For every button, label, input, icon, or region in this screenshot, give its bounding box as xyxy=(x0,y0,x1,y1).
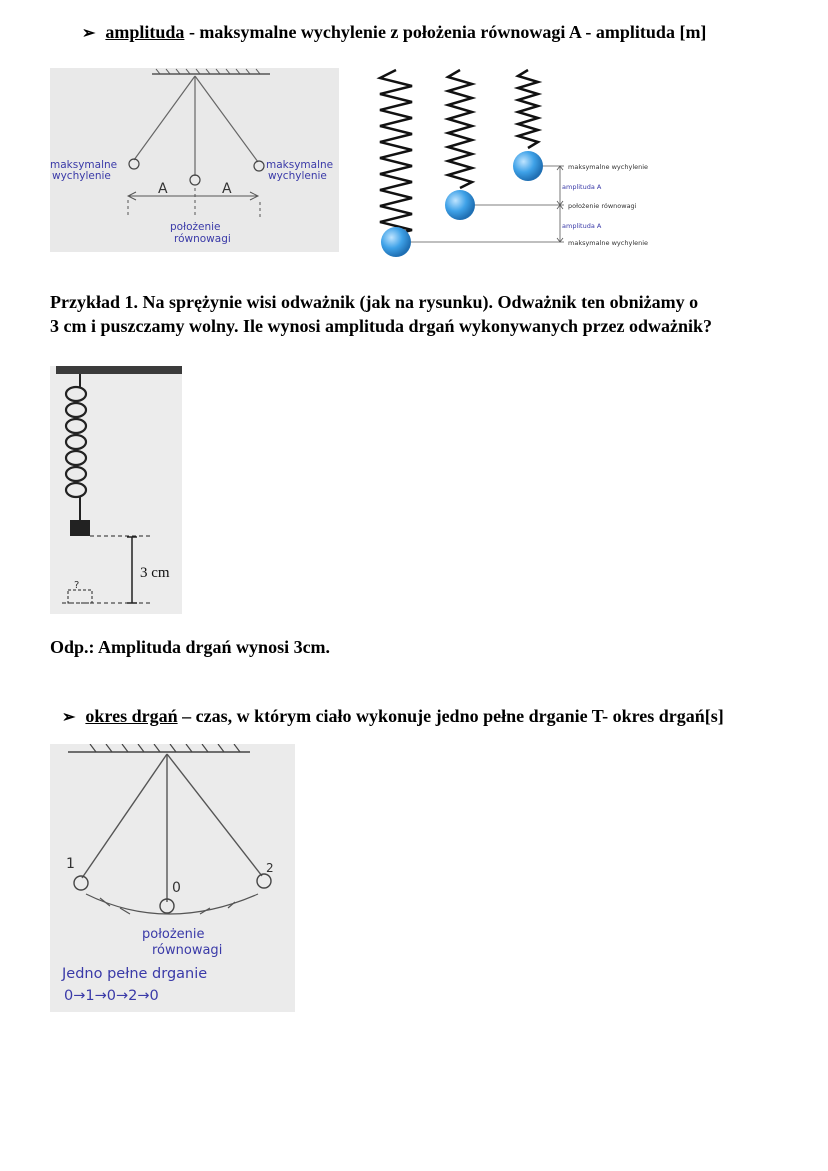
amplitude-a-left: A xyxy=(158,181,168,197)
equilibrium-label-2: równowagi xyxy=(174,233,231,245)
spring-oscillation-figure xyxy=(370,64,690,264)
spring-oscillation-drawing xyxy=(370,64,690,264)
ball-bottom-icon xyxy=(381,227,411,257)
example-line-1: Przykład 1. Na sprężynie wisi odważnik (jak na rysunku). Odważnik ten obniżamy o xyxy=(50,292,699,312)
spring-label-amplitude-1: amplituda A xyxy=(562,183,602,191)
figure-label-3cm: 3 cm xyxy=(140,565,170,581)
position-mark-2: 2 xyxy=(266,861,274,875)
spring-label-max-bottom: maksymalne wychylenie xyxy=(568,239,649,247)
period-definition xyxy=(62,706,724,727)
amplitude-a-right: A xyxy=(222,181,232,197)
position-mark-1: 1 xyxy=(66,856,75,872)
max-deflection-left-1: maksymalne xyxy=(50,159,118,171)
full-oscillation-sequence: 0→1→0→2→0 xyxy=(64,988,159,1004)
bullet-icon: ➢ xyxy=(62,709,76,726)
pendulum-amplitude-photo xyxy=(50,68,339,252)
equilibrium-label-a: położenie xyxy=(142,927,205,942)
max-deflection-right-2: wychylenie xyxy=(268,170,327,182)
spring-example-photo xyxy=(50,366,182,614)
equilibrium-label-1: położenie xyxy=(170,221,221,233)
spring-example-drawing xyxy=(50,366,182,614)
max-deflection-right-1: maksymalne xyxy=(266,159,334,171)
full-oscillation-label: Jedno pełne drganie xyxy=(62,966,208,982)
example-line-2: 3 cm i puszczamy wolny. Ile wynosi amplituda drgań wykonywanych przez odważnik? xyxy=(50,316,713,336)
equilibrium-label-b: równowagi xyxy=(152,943,223,958)
definition-text: - maksymalne wychylenie z położenia równowagi A - amplituda [m] xyxy=(184,22,707,42)
spring-label-amplitude-2: amplituda A xyxy=(562,222,602,230)
position-mark-0: 0 xyxy=(172,880,181,896)
term-amplituda: amplituda xyxy=(105,22,185,42)
definition-text-2: – czas, w którym ciało wykonuje jedno pełne drganie T- okres drgań[s] xyxy=(177,706,724,726)
bullet-icon: ➢ xyxy=(82,25,96,42)
ball-middle-icon xyxy=(445,190,475,220)
pendulum-period-photo xyxy=(50,744,295,1012)
pendulum-amplitude-drawing xyxy=(50,68,339,252)
spring-label-max-top: maksymalne wychylenie xyxy=(568,163,649,171)
term-okres-drgan: okres drgań xyxy=(85,706,178,726)
max-deflection-left-2: wychylenie xyxy=(52,170,111,182)
spring-label-equilibrium: położenie równowagi xyxy=(568,202,637,210)
example-answer: Odp.: Amplituda drgań wynosi 3cm. xyxy=(50,637,331,657)
amplitude-definition xyxy=(82,22,706,43)
ball-top-icon xyxy=(513,151,543,181)
pendulum-period-drawing xyxy=(50,744,295,1012)
figure-mark: ? xyxy=(74,580,80,591)
